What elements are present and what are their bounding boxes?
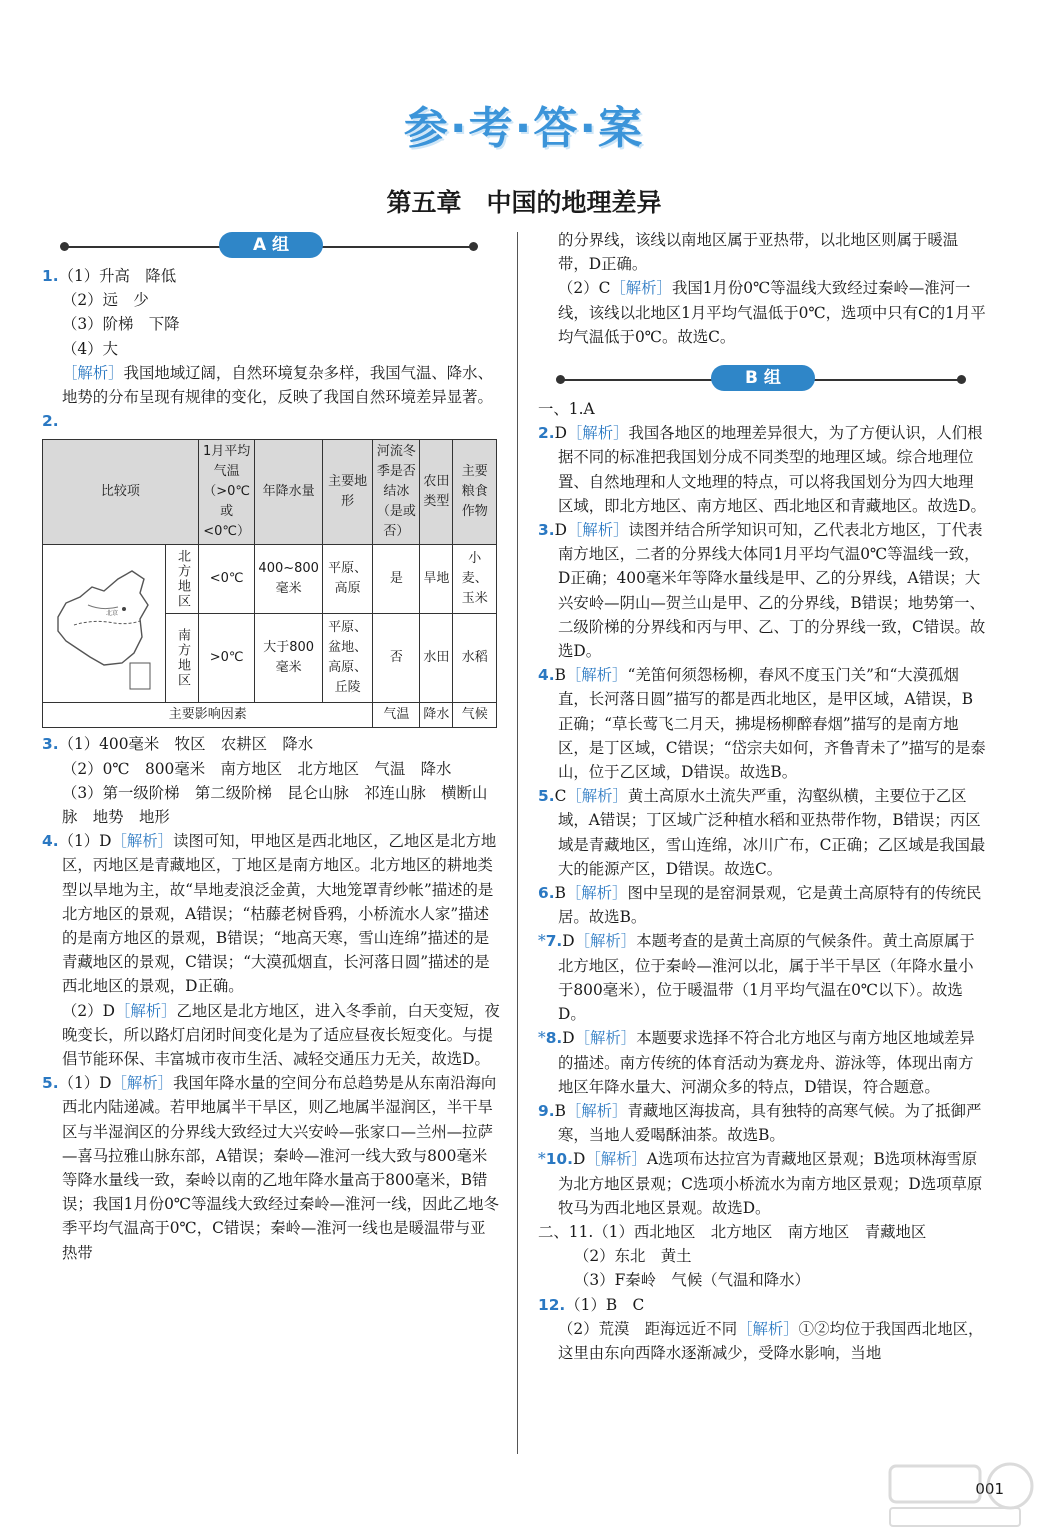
table-cell: 小麦、玉米 — [453, 545, 497, 613]
table-cell: 平原、高原 — [322, 545, 372, 613]
answer-choice: B — [554, 666, 566, 685]
table-cell: 降水 — [420, 703, 453, 728]
question-b12 — [538, 1293, 988, 1366]
group-a-badge: A 组 — [219, 232, 323, 258]
region-label-cell — [166, 545, 199, 613]
table-header-cell: 比较项 — [43, 440, 199, 545]
question-2 — [42, 409, 500, 728]
question-b2 — [538, 421, 988, 518]
answer-line: （3）F秦岭 气候（气温和降水） — [574, 1271, 810, 1290]
question-number: 3. — [538, 521, 555, 540]
question-b6 — [538, 881, 988, 929]
answer-line: （2）东北 黄土 — [574, 1247, 692, 1266]
question-4 — [42, 829, 500, 1071]
answer-choice: C — [554, 787, 567, 806]
analysis-tag: ［解析］ — [574, 932, 637, 951]
analysis-tag: ［解析］ — [111, 1074, 174, 1093]
question-b8 — [538, 1026, 988, 1099]
table-header-cell: 主要粮食作物 — [453, 440, 497, 545]
question-number: 12. — [538, 1295, 566, 1314]
region-name: 南方地区 — [174, 628, 190, 689]
region-label-cell — [166, 613, 199, 703]
answer-line: （1）400毫米 牧区 农耕区 降水 — [58, 735, 314, 754]
question-number: 8. — [545, 1029, 563, 1048]
china-map-cell — [43, 545, 166, 703]
dot-icon — [469, 242, 478, 251]
answer-choice: （2）荒漠 距海远近不同 — [558, 1319, 738, 1338]
table-cell: 平原、盆地、高原、丘陵 — [322, 613, 372, 703]
table-header-cell: 主要地形 — [322, 440, 372, 545]
answer-line: （4）大 — [62, 339, 118, 358]
question-3 — [42, 732, 500, 829]
table-cell: 否 — [373, 613, 420, 703]
dot-icon — [957, 375, 966, 384]
table-cell: <0℃ — [198, 545, 255, 613]
analysis-text: 青藏地区海拔高，具有独特的高寒气候。为了抵御严寒，当地人爱喝酥油茶。故选B。 — [558, 1101, 982, 1145]
analysis-tag: ［解析］ — [565, 666, 628, 685]
analysis-text: “羌笛何须怨杨柳，春风不度玉门关”和“大漠孤烟直，长河落日圆”描写的都是西北地区，是甲区域，A错误，B正确；“草长莺飞二月天，拂堤杨柳醉春烟”描写的是南方地区，是丁区域，C错误；“岱宗夫如何，齐鲁青未了”描写的是泰山，位于乙区域，D错误。故选B。 — [558, 666, 986, 782]
table-cell: 400~800毫米 — [255, 545, 323, 613]
answer-choice: （2）C — [558, 279, 611, 298]
group-b-header — [538, 363, 988, 397]
table-cell: 大于800毫米 — [255, 613, 323, 703]
analysis-text: 本题考查的是黄土高原的气候条件。黄土高原属于北方地区，位于秦岭—淮河以北，属于半干旱区（年降水量小于800毫米），位于暖温带（1月平均气温在0℃以下）。故选D。 — [558, 932, 975, 1024]
question-b7 — [538, 929, 988, 1026]
analysis-tag: ［解析］ — [610, 279, 672, 298]
table-cell: 水田 — [420, 613, 453, 703]
group-b-badge: B 组 — [711, 365, 815, 391]
chapter-title: 第五章 中国的地理差异 — [386, 188, 662, 217]
table-footer-label: 主要影响因素 — [43, 703, 373, 728]
analysis-tag: ［解析］ — [574, 1029, 637, 1048]
question-number: 5. — [42, 1074, 59, 1093]
analysis-text: 乙地区是北方地区，进入冬季前，白天变短，夜晚变长，所以路灯启闭时间变化是为了适应昼夜长短变化。与提倡节能环保、丰富城市夜市生活、减轻交通压力无关，故选D。 — [62, 1001, 500, 1069]
analysis-tag: ［解析］ — [737, 1319, 799, 1338]
question-number: 3. — [42, 735, 59, 754]
table-cell: 旱地 — [420, 545, 453, 613]
question-b9 — [538, 1099, 988, 1147]
watermark-logo-icon — [870, 1456, 1040, 1532]
table-cell: 气温 — [373, 703, 420, 728]
question-number: 9. — [538, 1101, 555, 1120]
region-name: 北方地区 — [174, 549, 190, 610]
table-footer-row — [43, 703, 497, 728]
analysis-text: 图中呈现的是窑洞景观，它是黄土高原特有的传统民居。故选B。 — [558, 884, 982, 927]
table-header-cell: 年降水量 — [255, 440, 323, 545]
analysis-tag: ［解析］ — [565, 1101, 628, 1120]
right-column — [538, 228, 988, 1365]
question-number: 1. — [42, 267, 59, 285]
table-header-cell: 1月平均气温（>0℃或<0℃） — [198, 440, 255, 545]
analysis-text: 我国地域辽阔，自然环境复杂多样，我国气温、降水、地势的分布呈现有规律的变化，反映了我国自然环境差异显著。 — [62, 363, 493, 407]
question-number: 4. — [538, 666, 555, 685]
question-b10 — [538, 1147, 988, 1220]
answer-choice: B — [554, 1101, 566, 1120]
question-number: 4. — [42, 832, 59, 851]
comparison-table — [42, 439, 497, 728]
answer-choice: （1）D — [58, 1074, 112, 1093]
star-icon: * — [538, 1150, 546, 1169]
answer-choice: D — [554, 521, 567, 540]
question-number: 6. — [538, 884, 555, 903]
question-number: 10. — [545, 1150, 573, 1169]
analysis-text: 本题要求选择不符合北方地区与南方地区地域差异的描述。南方传统的体育活动为赛龙舟、游泳等，体现出南方地区年降水量大、河湖众多的特点，D错误，符合题意。 — [558, 1029, 975, 1096]
answer-line: （3）阶梯 下降 — [62, 315, 180, 334]
table-cell: 气候 — [453, 703, 497, 728]
analysis-text: 我国各地区的地理差异很大，为了方便认识，人们根据不同的标准把我国划分成不同类型的地理区域。综合地理位置、自然地理和人文地理的特点，可以将我国划分为四大地理区域，即北方地区、南方地区、西北地区和青藏地区。故选D。 — [558, 424, 986, 515]
star-icon: * — [538, 1029, 546, 1048]
table-header-row — [43, 440, 497, 545]
answer-line: 二、11.（1）西北地区 北方地区 南方地区 青藏地区 — [538, 1222, 927, 1241]
question-number: 2. — [42, 412, 59, 431]
answer-choice: D — [572, 1150, 586, 1169]
analysis-tag: ［解析］ — [565, 884, 628, 903]
analysis-text: 读图可知，甲地区是西北地区，乙地区是北方地区，丙地区是青藏地区，丁地区是南方地区。北方地区的耕地类型以旱地为主，故“旱地麦浪泛金黄，大地笼罩青纱帐”描述的是北方地区的景观，A错误；“枯藤老树昏鸦，小桥流水人家”描述的是南方地区的景观，B错误；“地高天寒，雪山连绵”描述的是青藏地区的景观，C错误；“大漠孤烟直，长河落日圆”描述的是西北地区的景观，D正确。 — [62, 832, 497, 996]
answer-choice: （1）D — [58, 832, 112, 851]
answer-choice: B — [554, 884, 566, 903]
analysis-text: A选项布达拉宫为青藏地区景观；B选项林海雪原为北方地区景观；C选项小桥流水为南方地区景观；D选项草原牧马为西北地区景观。故选D。 — [558, 1150, 983, 1217]
table-header-cell: 农田类型 — [420, 440, 453, 545]
question-b4 — [538, 663, 988, 784]
table-cell: 水稻 — [453, 613, 497, 703]
question-1 — [42, 264, 500, 409]
answer-line: （3）第一级阶梯 第二级阶梯 昆仑山脉 祁连山脉 横断山脉 地势 地形 — [62, 783, 488, 827]
question-b5 — [538, 784, 988, 881]
answer-choice: D — [562, 1029, 575, 1048]
analysis-tag: ［解析］ — [62, 363, 124, 382]
section-1-answer: 一、1.A — [538, 400, 595, 419]
question-number: 7. — [545, 932, 563, 951]
table-header-cell: 河流冬季是否结冰（是或否） — [373, 440, 420, 545]
column-divider — [517, 232, 518, 1454]
answer-choice: D — [554, 424, 567, 443]
answer-line: （1）B C — [565, 1295, 645, 1314]
table-cell: 是 — [373, 545, 420, 613]
star-icon: * — [538, 932, 546, 951]
analysis-text: 我国年降水量的空间分布总趋势是从东南沿海向西北内陆递减。若甲地属半干旱区，则乙地属半湿润区，半干旱区与半湿润区的分界线大致经过大兴安岭—张家口—兰州—拉萨—喜马拉雅山脉东部，A错误；秦岭—淮河一线大致与800毫米等降水量线一致，秦岭以南的乙地年降水量高于800毫米，B错误；我国1月份0℃等温线大致经过秦岭—淮河一线，因此乙地冬季平均气温高于0℃，C错误；秦岭—淮河一线也是暖温带与亚热带 — [62, 1074, 499, 1262]
page-header-title: 参·考·答·案 — [403, 103, 645, 154]
svg-text:北京: 北京 — [106, 610, 119, 618]
analysis-tag: ［解析］ — [114, 1001, 177, 1020]
continued-text: 的分界线，该线以南地区属于亚热带，以北地区则属于暖温带，D正确。 — [558, 231, 959, 274]
question-5 — [42, 1071, 500, 1265]
analysis-tag: ［解析］ — [566, 424, 629, 443]
answer-choice: （2）D — [62, 1001, 115, 1020]
question-number: 5. — [538, 787, 555, 806]
answer-line: （1）升高 降低 — [58, 267, 177, 285]
analysis-tag: ［解析］ — [566, 787, 628, 806]
analysis-tag: ［解析］ — [585, 1150, 647, 1169]
analysis-tag: ［解析］ — [111, 832, 174, 851]
analysis-tag: ［解析］ — [566, 521, 629, 540]
page-number: 001 — [975, 1480, 1004, 1498]
answer-choice: D — [562, 932, 575, 951]
answer-line: （2）0℃ 800毫米 南方地区 北方地区 气温 降水 — [62, 759, 452, 778]
left-column — [42, 230, 500, 1265]
analysis-text: 我国1月份0℃等温线大致经过秦岭—淮河一线，该线以北地区1月平均气温低于0℃，选项中只有C的1月平均气温低于0℃。故选C。 — [558, 279, 986, 346]
question-number: 2. — [538, 424, 555, 443]
analysis-text: 黄土高原水土流失严重，沟壑纵横，主要位于乙区域，A错误；丁区域广泛种植水稻和亚热带作物，B错误；丙区域是青藏地区，雪山连绵，冰川广布，C正确；乙区域是我国最大的能源产区，D错误。故选C。 — [558, 787, 986, 878]
table-cell: >0℃ — [198, 613, 255, 703]
group-a-header — [42, 230, 500, 264]
analysis-text: 读图并结合所学知识可知，乙代表北方地区，丁代表南方地区，二者的分界线大体同1月平均气温0℃等温线一致，D正确；400毫米年等降水量线是甲、乙的分界线，A错误；大兴安岭—阴山—贺兰山是甲、乙的分界线，B错误；地势第一、二级阶梯的分界线和丙与甲、乙、丁的分界线一致，C错误。故选D。 — [558, 521, 986, 661]
answer-line: （2）远 少 — [62, 291, 149, 310]
table-row — [43, 545, 497, 613]
question-b3 — [538, 518, 988, 663]
question-b11 — [538, 1220, 988, 1293]
analysis-text: ①②均位于我国西北地区，这里由东向西降水逐渐减少，受降水影响，当地 — [558, 1319, 984, 1362]
china-map-icon — [44, 545, 164, 695]
